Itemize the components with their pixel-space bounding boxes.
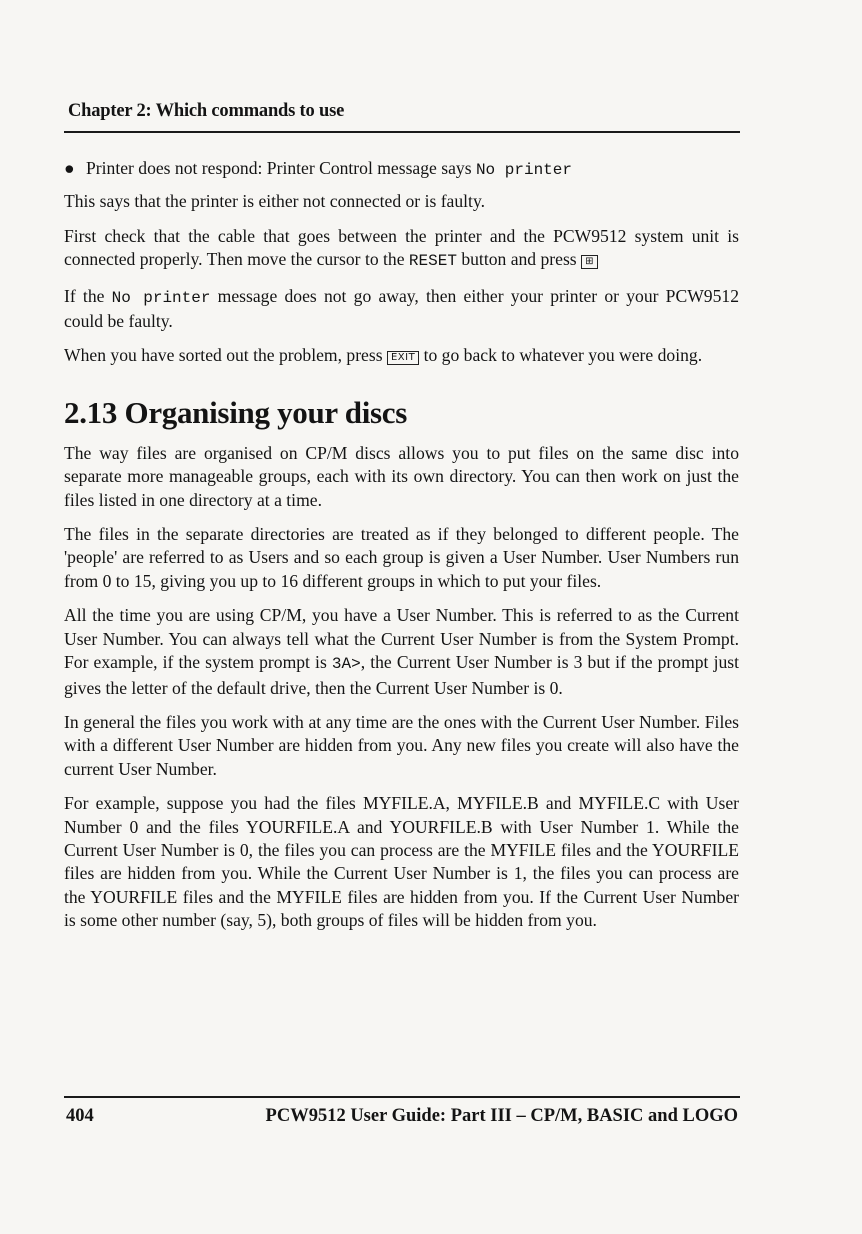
section-title: 2.13 Organising your discs (64, 394, 408, 430)
paragraph-exit (64, 344, 739, 367)
paragraph-check-cable (64, 225, 739, 274)
p4-text-2: to go back to whatever you were doing. (419, 345, 703, 366)
no-printer-code: No printer (111, 288, 211, 307)
body-text (64, 157, 739, 944)
footer-rule (64, 1096, 740, 1098)
s3-text-2: , the Current User Number is 3 but if the prompt just gives the letter of the default drive, then the Current User Number is 0. (64, 652, 739, 698)
p3-text-2: message does not go away, then either your printer or your PCW9512 could be faulty. (64, 285, 739, 332)
p2-text-2: button and press (456, 249, 582, 270)
p3-text-1: If the (64, 285, 112, 306)
p4-text-1: When you have sorted out the problem, press (64, 345, 387, 366)
footer-title: PCW9512 User Guide: Part III – CP/M, BASIC and LOGO (265, 1106, 738, 1126)
paragraph-faulty: This says that the printer is either not connected or is faulty. (64, 191, 485, 212)
reset-code: RESET (408, 252, 457, 271)
header-rule (64, 131, 740, 133)
exit-key-icon: EXIT (387, 351, 419, 365)
paragraph-current-user (64, 604, 739, 700)
prompt-code: 3A> (331, 655, 361, 674)
plus-key-icon: ⊞ (581, 255, 598, 269)
paragraph-users: The files in the separate directories are treated as if they belonged to different people. The 'people' are referred to as Users and so each group is given a User Number. User Numbers run from 0 to 15, giving you up to 16 different groups in which to put your files. (64, 524, 739, 591)
chapter-header: Chapter 2: Which commands to use (68, 101, 345, 121)
p2-text-1: First check that the cable that goes between the printer and the PCW9512 system unit is connected properly. Then move the cursor to the (64, 225, 739, 270)
bullet-item (64, 157, 739, 182)
paragraph-general: In general the files you work with at any time are the ones with the Current User Number. Files with a different User Number are hidden from you. Any new files you create will also have the current User Number. (64, 711, 739, 779)
bullet-dot: ● (64, 158, 75, 178)
bullet-code: No printer (475, 161, 572, 179)
paragraph-no-printer (64, 285, 739, 334)
paragraph-organised: The way files are organised on CP/M discs allows you to put files on the same disc into separate more manageable groups, each with its own directory. You can then work on just the files listed in one directory at a time. (64, 442, 739, 510)
paragraph-example: For example, suppose you had the files MYFILE.A, MYFILE.B and MYFILE.C with User Number 0 and the files YOURFILE.A and YOURFILE.B with User Number 1. While the Current User Number is 0, the files you can process are the MYFILE files and the YOURFILE files are hidden from you. While the Current User Number is 1, the files you can process are the YOURFILE files and the MYFILE files are hidden from you. If the Current User Number is some other number (say, 5), both groups of files will be hidden from you. (64, 793, 739, 931)
bullet-text: Printer does not respond: Printer Control message says (86, 158, 476, 178)
s3-text-1: All the time you are using CP/M, you have a User Number. This is referred to as the Current User Number. You can always tell what the Current User Number is from the System Prompt. For example, if the system prompt is (64, 605, 739, 673)
page-number: 404 (66, 1106, 94, 1126)
